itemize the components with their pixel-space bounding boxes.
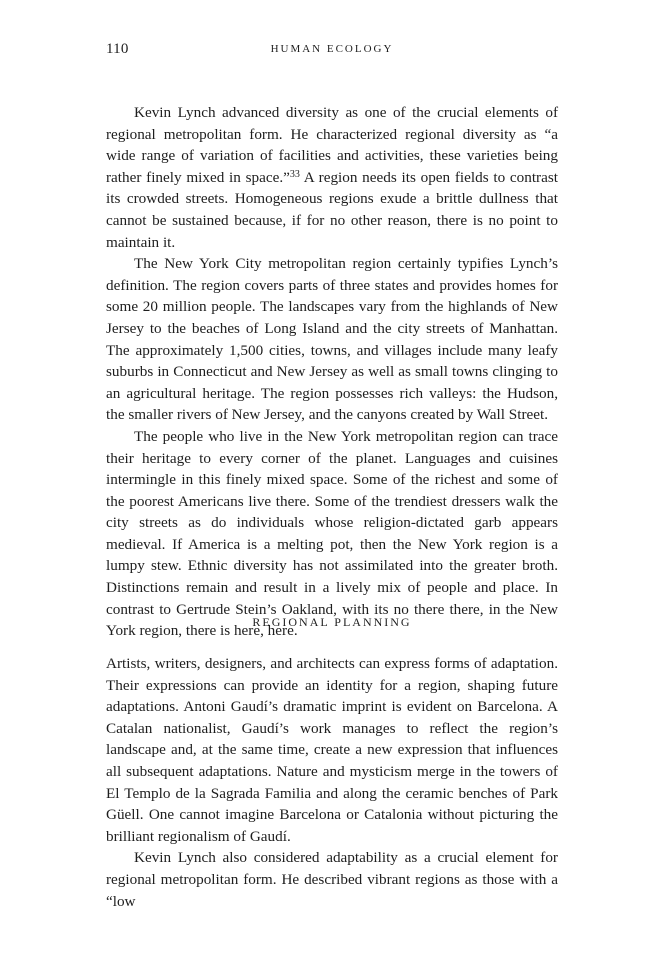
- paragraph-2: The New York City metropolitan region certainly typifies Lynch’s definition. The region covers parts of three states and provides homes for some 20 million people. The landscapes vary from the highlands of New Jersey to the beaches of Long Island and the city streets of Manhattan. The approximately 1,500 cities, towns, and villages include many leafy suburbs in Connecticut and New Jersey as well as small towns clinging to an agricultural heritage. The region possesses rich valleys: the Hudson, the smaller rivers of New Jersey, and the canyons created by Wall Street.: [106, 255, 558, 424]
- running-title: HUMAN ECOLOGY: [270, 43, 394, 55]
- section-heading: REGIONAL PLANNING: [252, 615, 412, 629]
- text-block-top: [106, 102, 558, 642]
- text-block-bottom: [106, 653, 558, 912]
- running-head: [106, 41, 558, 61]
- paragraph-1-text: Kevin Lynch advanced diversity as one of the crucial elements of regional metropolitan form. He characterized regional diversity as “a wide range of variation of facilities and activities, these varieties being rather finely mixed in space.”: [106, 104, 558, 186]
- paragraph-5: Kevin Lynch also considered adaptability as a crucial element for regional metropolitan form. He described vibrant regions as those with a “low: [106, 849, 558, 910]
- paragraph-1: [106, 102, 558, 253]
- paragraph-1-text-continued: A region needs its open fields to contrast its crowded streets. Homogeneous regions exude a brittle dullness that cannot be sustained because, if for no other reason, there is no point to maintain it.: [106, 168, 558, 251]
- footnote-reference: 33: [289, 168, 300, 180]
- paragraph-3: The people who live in the New York metropolitan region can trace their heritage to every corner of the planet. Languages and cuisines intermingle in this finely mixed space. Some of the richest and some of the poorest Americans live there. Some of the trendiest dressers walk the city streets as do individuals whose religion-dictated garb appears medieval. If America is a melting pot, then the New York region is a lumpy stew. Ethnic diversity has not assimilated into the greater broth. Distinctions remain and result in a lively mix of people and place. In contrast to Gertrude Stein’s Oakland, with its no there there, in the New York region, there is here, here.: [106, 427, 558, 640]
- paragraph-4: Artists, writers, designers, and architects can express forms of adaptation. Their expressions can provide an identity for a region, shaping future adaptations. Antoni Gaudí’s dramatic imprint is evident on Barcelona. A Catalan nationalist, Gaudí’s work manages to reflect the region’s landscape and, at the same time, create a new expression that influences all subsequent adaptations. Nature and mysticism merge in the towers of El Templo de la Sagrada Familia and along the ceramic benches of Park Güell. One cannot imagine Barcelona or Catalonia without picturing the brilliant regionalism of Gaudí.: [106, 655, 558, 845]
- page-number: 110: [106, 41, 129, 57]
